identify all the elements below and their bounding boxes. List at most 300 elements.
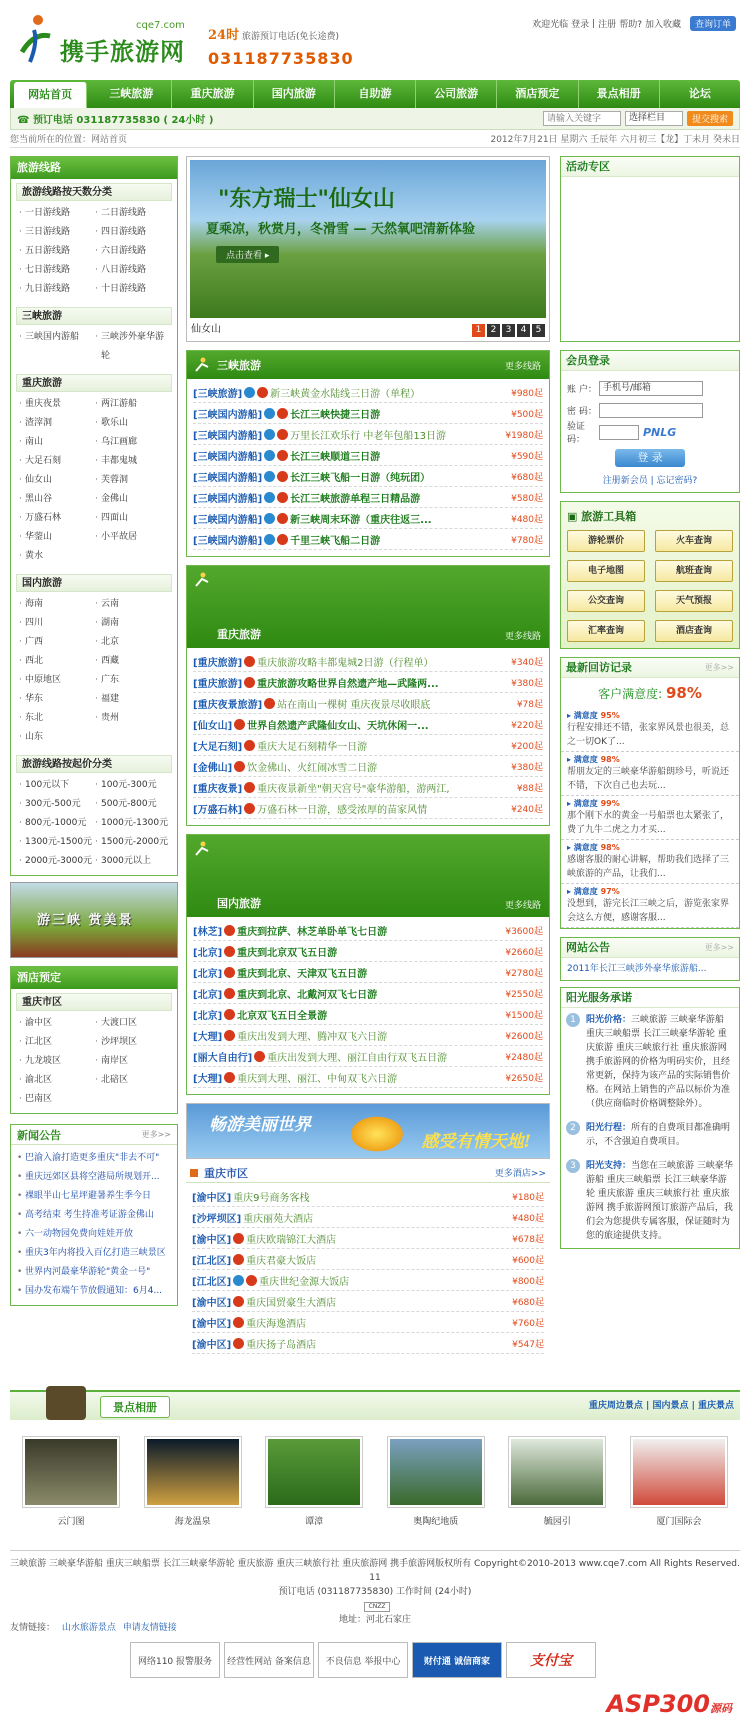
row-category[interactable]: [金佛山]: [193, 762, 233, 774]
gallery-photo[interactable]: [144, 1436, 242, 1508]
gallery-list: [10, 1420, 740, 1527]
row-title[interactable]: 重庆旅游攻略丰都鬼城2日游（行程单）: [257, 657, 434, 669]
gallery-item[interactable]: [387, 1436, 485, 1527]
table-row[interactable]: [193, 672, 543, 693]
table-row[interactable]: [193, 424, 543, 445]
hot-badge-icon: [234, 761, 245, 772]
table-row[interactable]: [193, 920, 543, 941]
row-title[interactable]: 重庆丽苑大酒店: [243, 1213, 314, 1225]
table-row[interactable]: [193, 403, 543, 424]
hot-badge-icon: [234, 719, 245, 730]
list-item[interactable]: · 渝中区: [19, 1014, 95, 1033]
gallery-caption[interactable]: 海龙温泉: [174, 1517, 211, 1527]
promise-text: [586, 1013, 734, 1111]
gallery-photo[interactable]: [508, 1436, 606, 1508]
table-row[interactable]: [192, 1291, 544, 1312]
pass-label: 密 码：: [567, 406, 597, 417]
city-hotel-header: [186, 1163, 550, 1183]
table-row[interactable]: [192, 1228, 544, 1249]
list-item[interactable]: · 大足石刻: [19, 452, 95, 471]
row-price: ¥88起: [516, 783, 543, 794]
tool-button[interactable]: 电子地图: [567, 560, 645, 582]
gallery-links[interactable]: 重庆周边景点 | 国内景点 | 重庆景点: [588, 1401, 734, 1411]
gallery-photo[interactable]: [22, 1436, 120, 1508]
hot-badge-icon: [244, 740, 255, 751]
row-title[interactable]: 长江三峡飞船一日游（纯玩团）: [290, 472, 431, 484]
row-category[interactable]: [江北区]: [192, 1255, 232, 1267]
alipay-badge[interactable]: 支付宝: [506, 1642, 596, 1678]
gallery-item[interactable]: [144, 1436, 242, 1527]
table-row[interactable]: [193, 382, 543, 403]
list-item[interactable]: · 三峡涉外豪华游轮: [95, 328, 171, 366]
apply-friend-link[interactable]: 申请友情链接: [122, 1623, 177, 1633]
news-item[interactable]: • 六一动物园免费向娃娃开放: [17, 1225, 171, 1244]
list-item[interactable]: · 二日游线路: [95, 204, 171, 223]
tool-button[interactable]: 游轮票价: [567, 530, 645, 552]
row-title[interactable]: 重庆国贸豪生大酒店: [246, 1297, 337, 1309]
nav-forum[interactable]: 论坛: [688, 87, 711, 100]
row-price: ¥500起: [511, 409, 543, 420]
gallery-caption[interactable]: 云门图: [57, 1517, 85, 1527]
table-row[interactable]: [193, 962, 543, 983]
domestic-section: [186, 834, 550, 1095]
city-hotel-section: [186, 1163, 550, 1360]
row-title[interactable]: 千里三峡飞船二日游: [290, 535, 381, 547]
row-title[interactable]: 重庆扬子岛酒店: [246, 1339, 317, 1351]
list-item[interactable]: · 三日游线路: [19, 223, 95, 242]
sanxia-list: [11, 325, 177, 370]
list-item[interactable]: · 丰都鬼城: [95, 452, 171, 471]
row-title[interactable]: 长江三峡快捷三日游: [290, 409, 381, 421]
row-title[interactable]: 重庆到北京、北戴河双飞七日游: [237, 989, 378, 1001]
tool-button[interactable]: 汇率查询: [567, 620, 645, 642]
help-link[interactable]: 帮助?: [619, 20, 642, 30]
table-row[interactable]: [193, 983, 543, 1004]
login-button[interactable]: 登 录: [615, 449, 685, 467]
row-title[interactable]: 万里长江欢乐行 中老年包船13日游: [290, 430, 447, 442]
register-new-link[interactable]: 注册新会员: [602, 476, 648, 486]
list-item[interactable]: · 五日游线路: [19, 242, 95, 261]
forgot-password-link[interactable]: 忘记密码?: [656, 476, 698, 486]
news-item[interactable]: • 裸眼半山七星坪避暑养生季今日: [17, 1187, 171, 1206]
domestic-section-title: 国内旅游: [217, 897, 261, 910]
promise-item: [561, 1116, 739, 1154]
table-row[interactable]: [193, 798, 543, 819]
row-title[interactable]: 重庆君豪大饭店: [246, 1255, 317, 1267]
row-title[interactable]: 站在南山一棵树 重庆夜景尽收眼底: [277, 699, 431, 711]
row-title[interactable]: 重庆海逸酒店: [246, 1318, 307, 1330]
list-item[interactable]: · 贵州: [95, 709, 171, 728]
row-category[interactable]: [渝中区]: [192, 1234, 232, 1246]
row-title[interactable]: 长江三峡旅游单程三日精品游: [290, 493, 421, 505]
tool-button[interactable]: 航班查询: [655, 560, 733, 582]
list-item[interactable]: · 沙坪坝区: [95, 1033, 171, 1052]
list-item[interactable]: · 北碚区: [95, 1071, 171, 1090]
username-input[interactable]: 手机号/邮箱: [599, 381, 703, 396]
list-item[interactable]: · 江北区: [19, 1033, 95, 1052]
news-item[interactable]: • 世界内河最豪华游轮"黄金一号": [17, 1263, 171, 1282]
cq-more-link[interactable]: 更多线路: [504, 632, 541, 642]
hot-badge-icon: [254, 1051, 265, 1062]
nav-chongqing[interactable]: 重庆旅游: [172, 80, 253, 108]
list-item[interactable]: · 100元以下: [19, 776, 95, 795]
row-title[interactable]: 重庆欧瑞锦江大酒店: [246, 1234, 337, 1246]
hotel-more-link[interactable]: 更多酒店>>: [494, 1169, 546, 1179]
runner-icon: [193, 840, 211, 858]
gallery-caption[interactable]: 毓园引: [543, 1517, 571, 1527]
row-category[interactable]: [重庆旅游]: [193, 657, 243, 669]
news-more-link[interactable]: 更多>>: [141, 1130, 171, 1139]
site-logo[interactable]: [16, 6, 196, 76]
code-label: 验证码：: [567, 422, 586, 445]
list-item[interactable]: · 3000元以上: [95, 852, 171, 871]
nav-gallery[interactable]: 景点相册: [579, 80, 660, 108]
list-item[interactable]: · 1500元-2000元: [95, 833, 171, 852]
favorite-link[interactable]: 加入收藏: [644, 20, 681, 30]
row-category[interactable]: [三峡国内游船]: [193, 451, 263, 463]
list-item[interactable]: · 四日游线路: [95, 223, 171, 242]
news-item[interactable]: • 巴渝入渝打造更多重庆"非去不可": [17, 1149, 171, 1168]
hot-badge-icon: [244, 782, 255, 793]
slider-dot[interactable]: 2: [487, 324, 500, 337]
tool-button[interactable]: 公交查询: [567, 590, 645, 612]
table-row[interactable]: [193, 777, 543, 798]
table-row[interactable]: [193, 1004, 543, 1025]
list-item[interactable]: · 三峡国内游船: [19, 328, 95, 366]
review-score: [567, 886, 733, 897]
row-category[interactable]: [渝中区]: [192, 1318, 232, 1330]
review-score-value: 99%: [600, 799, 620, 808]
promise-head: 阳光价格：: [586, 1015, 632, 1025]
table-row[interactable]: [193, 529, 543, 550]
days-list: [11, 201, 177, 303]
list-item[interactable]: · 七日游线路: [19, 261, 95, 280]
gallery-item[interactable]: [508, 1436, 606, 1527]
row-title[interactable]: 饮金佛山、火红闹冰雪二日游: [247, 762, 378, 774]
gallery-caption[interactable]: 谭漳: [305, 1517, 324, 1527]
row-category[interactable]: [重庆夜景]: [193, 783, 243, 795]
review-score-value: 98%: [600, 843, 620, 852]
promise-text: [586, 1121, 734, 1149]
table-row[interactable]: [193, 756, 543, 777]
notice-more-link[interactable]: 更多>>: [704, 943, 734, 952]
table-row[interactable]: [193, 693, 543, 714]
list-item[interactable]: · 九日游线路: [19, 280, 95, 299]
domestic-more-link[interactable]: 更多线路: [504, 901, 541, 911]
gallery-photo[interactable]: [387, 1436, 485, 1508]
promise-head: 阳光支持：: [586, 1161, 632, 1171]
gallery-photo[interactable]: [265, 1436, 363, 1508]
list-item[interactable]: · 南山: [19, 433, 95, 452]
news-item[interactable]: • 重庆3年内将投入百亿打造三峡景区: [17, 1244, 171, 1263]
nav-sanxia[interactable]: 三峡旅游: [91, 80, 172, 108]
row-title[interactable]: 长江三峡顺道三日游: [290, 451, 381, 463]
row-title[interactable]: 北京双飞五日全景游: [237, 1010, 328, 1022]
list-item[interactable]: · 广东: [95, 671, 171, 690]
row-category[interactable]: [重庆旅游]: [193, 678, 243, 690]
table-row[interactable]: [192, 1312, 544, 1333]
list-item[interactable]: · 西北: [19, 652, 95, 671]
row-title[interactable]: 重庆出发到大理、丽江自由行双飞五日游: [267, 1052, 448, 1064]
gallery-item[interactable]: [630, 1436, 728, 1527]
password-input[interactable]: [599, 403, 703, 418]
sanxia-section: [186, 350, 550, 557]
list-item[interactable]: · 西藏: [95, 652, 171, 671]
news-item[interactable]: • 国办发布端午节放假通知：6月4...: [17, 1282, 171, 1301]
row-category[interactable]: [三峡国内游船]: [193, 409, 263, 421]
login-link[interactable]: 登录: [571, 20, 590, 30]
row-category[interactable]: [北京]: [193, 947, 223, 959]
row-category[interactable]: [丽大自由行]: [193, 1052, 253, 1064]
list-item[interactable]: · 南岸区: [95, 1052, 171, 1071]
row-price: ¥680起: [511, 472, 543, 483]
list-item[interactable]: · 300元-500元: [19, 795, 95, 814]
list-item[interactable]: · 金佛山: [95, 490, 171, 509]
nav-domestic[interactable]: 国内旅游: [254, 80, 335, 108]
list-item[interactable]: · 800元-1000元: [19, 814, 95, 833]
review-score-label: ▸ 满意度: [567, 755, 601, 764]
list-item[interactable]: · 一日游线路: [19, 204, 95, 223]
hotline-number: 031187735830: [208, 49, 354, 68]
sanxia-banner[interactable]: [10, 882, 178, 958]
table-row[interactable]: [192, 1207, 544, 1228]
promise-number: 3: [566, 1159, 580, 1173]
row-category[interactable]: [北京]: [193, 968, 223, 980]
list-item[interactable]: · 仙女山: [19, 471, 95, 490]
slider-dot[interactable]: 4: [517, 324, 530, 337]
news-box: [10, 1124, 178, 1306]
row-title[interactable]: 万盛石林一日游，感受浓厚的苗家风情: [257, 804, 428, 816]
review-score-value: 97%: [600, 887, 620, 896]
nav-self-guided[interactable]: 自助游: [335, 80, 416, 108]
list-item[interactable]: · 湖南: [95, 614, 171, 633]
table-row[interactable]: [193, 487, 543, 508]
list-item[interactable]: · 华东: [19, 690, 95, 709]
row-category[interactable]: [沙坪坝区]: [192, 1213, 242, 1225]
list-item[interactable]: · 万盛石林: [19, 509, 95, 528]
list-item[interactable]: · 四面山: [95, 509, 171, 528]
row-title[interactable]: 重庆大足石刻精华一日游: [257, 741, 368, 753]
table-row[interactable]: [193, 941, 543, 962]
promise-box: [560, 987, 740, 1249]
row-category[interactable]: [江北区]: [192, 1276, 232, 1288]
list-item[interactable]: · 小平故居: [95, 528, 171, 547]
slider-dot[interactable]: 3: [502, 324, 515, 337]
tool-button[interactable]: 火车查询: [655, 530, 733, 552]
gallery-tab[interactable]: 景点相册: [100, 1396, 170, 1418]
gallery-caption[interactable]: 厦门国际会: [656, 1517, 702, 1527]
list-item[interactable]: · 海南: [19, 595, 95, 614]
list-item[interactable]: · 黑山谷: [19, 490, 95, 509]
register-link[interactable]: 注册: [598, 20, 617, 30]
row-category[interactable]: [北京]: [193, 1010, 223, 1022]
list-item[interactable]: · 广西: [19, 633, 95, 652]
list-item[interactable]: · 九龙坡区: [19, 1052, 95, 1071]
captcha-image[interactable]: PNLG: [643, 425, 677, 439]
list-item[interactable]: · 云南: [95, 595, 171, 614]
row-title[interactable]: 重庆到北京、天津双飞五日游: [237, 968, 368, 980]
list-item[interactable]: · 两江游船: [95, 395, 171, 414]
cnzz-badge[interactable]: CNZZ: [364, 1602, 390, 1612]
row-title[interactable]: 新三峡周末环游（重庆往返三...: [290, 514, 432, 526]
list-item[interactable]: · 渣滓洞: [19, 414, 95, 433]
list-item[interactable]: · 东北: [19, 709, 95, 728]
table-row[interactable]: [192, 1270, 544, 1291]
list-item[interactable]: · 福建: [95, 690, 171, 709]
search-button[interactable]: 提交搜索: [687, 111, 733, 126]
row-title[interactable]: 重庆到北京双飞五日游: [237, 947, 338, 959]
query-order-button[interactable]: 查询订单: [690, 16, 736, 31]
list-item[interactable]: · 重庆夜景: [19, 395, 95, 414]
row-price: ¥678起: [512, 1234, 544, 1245]
promise-head: 阳光行程：: [586, 1123, 632, 1133]
report-center-badge[interactable]: 不良信息 举报中心: [318, 1642, 408, 1678]
hotel-box: [10, 966, 178, 1114]
list-item[interactable]: · 巴南区: [19, 1090, 95, 1109]
review-score-label: ▸ 满意度: [567, 711, 601, 720]
row-category[interactable]: [三峡旅游]: [193, 388, 243, 400]
table-row[interactable]: [193, 735, 543, 756]
row-category[interactable]: [北京]: [193, 989, 223, 1001]
nav-company[interactable]: 公司旅游: [416, 80, 497, 108]
table-row[interactable]: [193, 651, 543, 672]
row-category[interactable]: [重庆夜景旅游]: [193, 699, 263, 711]
row-category[interactable]: [万盛石林]: [193, 804, 243, 816]
hot-badge-icon: [257, 387, 268, 398]
list-item[interactable]: · 八日游线路: [95, 261, 171, 280]
news-item[interactable]: • 高考结束 考生持准考证游金佛山: [17, 1206, 171, 1225]
table-row[interactable]: [193, 1025, 543, 1046]
row-title[interactable]: 重庆到拉萨、林芝单卧单飞七日游: [237, 926, 388, 938]
footer: [10, 1550, 740, 1627]
row-category[interactable]: [三峡国内游船]: [193, 535, 263, 547]
row-title[interactable]: 新三峡黄金水陆线三日游（单程）: [270, 388, 421, 400]
sunflower-icon: [347, 1114, 407, 1154]
row-title[interactable]: 重庆夜景新坐"朝天宫号"豪华游船，游两江,: [257, 783, 450, 795]
row-category[interactable]: [大理]: [193, 1031, 223, 1043]
row-category[interactable]: [三峡国内游船]: [193, 430, 263, 442]
table-row[interactable]: [193, 445, 543, 466]
list-item[interactable]: · 十日游线路: [95, 280, 171, 299]
photo-image: [633, 1439, 725, 1505]
hot-badge-icon: [244, 803, 255, 814]
notice-item[interactable]: 2011年长江三峡涉外豪华旅游船...: [567, 964, 707, 974]
row-title[interactable]: 重庆9号商务客栈: [233, 1192, 310, 1204]
list-item[interactable]: · 500元-800元: [95, 795, 171, 814]
tenpay-badge[interactable]: 财付通 诚信商家: [412, 1642, 502, 1678]
table-row[interactable]: [192, 1249, 544, 1270]
price-list: [11, 773, 177, 875]
row-price: ¥480起: [512, 1213, 544, 1224]
row-title[interactable]: 重庆旅游攻略世界自然遗产地—武隆两...: [257, 678, 439, 690]
icp-record-badge[interactable]: 经营性网站 备案信息: [224, 1642, 314, 1678]
nav-home[interactable]: 网站首页: [14, 82, 87, 108]
sanxia-more-link[interactable]: 更多线路: [504, 361, 541, 372]
row-category[interactable]: [三峡国内游船]: [193, 493, 263, 505]
row-category[interactable]: [大理]: [193, 1073, 223, 1085]
row-category[interactable]: [渝中区]: [192, 1339, 232, 1351]
row-category[interactable]: [大足石刻]: [193, 741, 243, 753]
list-item[interactable]: · 芙蓉洞: [95, 471, 171, 490]
table-row[interactable]: [193, 1067, 543, 1088]
gallery-photo[interactable]: [630, 1436, 728, 1508]
list-item[interactable]: · 2000元-3000元: [19, 852, 95, 871]
list-item[interactable]: · 大渡口区: [95, 1014, 171, 1033]
captcha-input[interactable]: [599, 425, 639, 440]
gallery-caption[interactable]: 奥陶纪地质: [413, 1517, 459, 1527]
row-category[interactable]: [渝中区]: [192, 1192, 232, 1204]
table-row[interactable]: [193, 466, 543, 487]
nav-hotel[interactable]: 酒店预定: [497, 80, 578, 108]
review-item: [561, 840, 739, 884]
list-item[interactable]: · 100元-300元: [95, 776, 171, 795]
news-item[interactable]: • 重庆远郊区县将空港局所规划开...: [17, 1168, 171, 1187]
police-110-badge[interactable]: 网络110 报警服务: [130, 1642, 220, 1678]
row-title[interactable]: 重庆出发到大理、腾冲双飞六日游: [237, 1031, 388, 1043]
list-item[interactable]: · 六日游线路: [95, 242, 171, 261]
list-item[interactable]: · 渝北区: [19, 1071, 95, 1090]
row-category[interactable]: [三峡国内游船]: [193, 514, 263, 526]
list-item[interactable]: · 北京: [95, 633, 171, 652]
hotel-square-icon: [190, 1169, 198, 1177]
list-item[interactable]: · 1000元-1300元: [95, 814, 171, 833]
gallery-item[interactable]: [265, 1436, 363, 1527]
list-item[interactable]: · 山东: [19, 728, 95, 747]
table-row[interactable]: [193, 1046, 543, 1067]
list-item[interactable]: · 1300元-1500元: [19, 833, 95, 852]
list-item[interactable]: · 歌乐山: [95, 414, 171, 433]
site-domain: cqe7.com: [136, 20, 185, 31]
list-item[interactable]: · 黄水: [19, 547, 95, 566]
gallery-item[interactable]: [22, 1436, 120, 1527]
slider-dot[interactable]: 5: [532, 324, 545, 337]
list-item[interactable]: · 华蓥山: [19, 528, 95, 547]
row-category[interactable]: [渝中区]: [192, 1297, 232, 1309]
row-category[interactable]: [仙女山]: [193, 720, 233, 732]
list-item[interactable]: · 四川: [19, 614, 95, 633]
tool-button[interactable]: 天气预报: [655, 590, 733, 612]
row-category[interactable]: [林芝]: [193, 926, 223, 938]
list-item[interactable]: · 乌江画廊: [95, 433, 171, 452]
table-row[interactable]: [192, 1333, 544, 1354]
tool-button[interactable]: 酒店查询: [655, 620, 733, 642]
friend-link[interactable]: 山水旅游景点: [61, 1623, 116, 1633]
review-score-value: 95%: [600, 711, 620, 720]
welcome-text: 欢迎光临: [532, 20, 569, 30]
search-input[interactable]: [543, 111, 621, 126]
list-item[interactable]: · 中原地区: [19, 671, 95, 690]
table-row[interactable]: [193, 508, 543, 529]
hot-badge-icon: [224, 1072, 235, 1083]
row-category[interactable]: [三峡国内游船]: [193, 472, 263, 484]
reviews-more-link[interactable]: 更多>>: [704, 663, 734, 672]
slider-dot[interactable]: 1: [472, 324, 485, 337]
review-score: [567, 754, 733, 765]
slider-view-button[interactable]: 点击查看 ▸: [216, 246, 279, 263]
table-row[interactable]: [192, 1186, 544, 1207]
row-title[interactable]: 重庆到大理、丽江、中甸双飞六日游: [237, 1073, 398, 1085]
cq-section-title: 重庆旅游: [217, 628, 261, 641]
table-row[interactable]: [193, 714, 543, 735]
hotel-area-list: [11, 1011, 177, 1113]
travel-banner[interactable]: [186, 1103, 550, 1159]
slider-image[interactable]: [190, 160, 546, 318]
row-price: ¥3600起: [505, 926, 543, 937]
feature-slider[interactable]: [186, 156, 550, 342]
column-select[interactable]: 选择栏目: [625, 111, 683, 126]
row-title[interactable]: 世界自然遗产武隆仙女山、天坑休闲一...: [247, 720, 429, 732]
row-title[interactable]: 重庆世纪金源大饭店: [259, 1276, 350, 1288]
